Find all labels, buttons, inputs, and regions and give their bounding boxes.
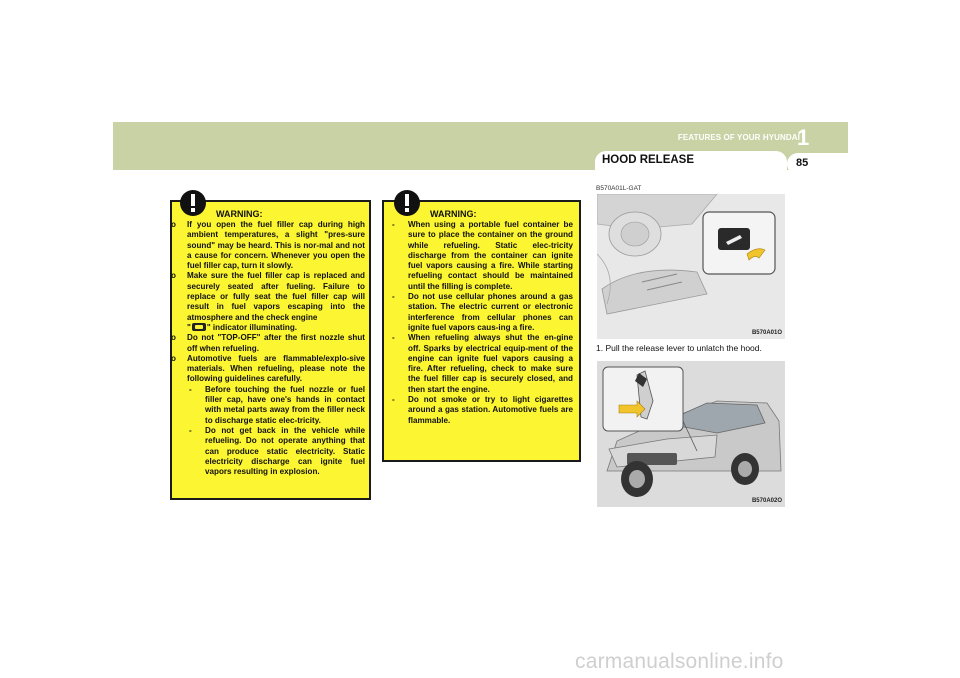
bullet: - [392, 333, 395, 343]
list-item-text: Do not "TOP-OFF" after the first nozzle shut off when refueling. [187, 333, 365, 353]
list-item-text: When using a portable fuel container be sure to place the container on the ground while refueling. Static elec-tricity discharge from the container can ignite fuel vapors causing a fire. While starting refueling contact should be maintained until the filling is complete. [408, 220, 573, 291]
bullet: o [171, 271, 176, 281]
warning-title: WARNING: [430, 209, 477, 219]
hood-release-lever-figure [597, 194, 785, 339]
page-number: 85 [796, 157, 809, 169]
bullet: o [171, 220, 176, 229]
figure-label: B570A02O [751, 498, 782, 504]
bullet: - [392, 292, 395, 302]
bullet: - [189, 425, 192, 435]
warning-list [392, 220, 573, 426]
warning-box-left [170, 200, 371, 500]
watermark: carmanualsonline.info [575, 650, 784, 673]
list-item [171, 220, 365, 271]
warning-box-right [382, 200, 581, 462]
sub-list-item [187, 426, 365, 477]
warning-title: WARNING: [216, 209, 263, 219]
list-item-text: Make sure the fuel filler cap is replaced and securely seated after fueling. Failure to replace or fully seat the fuel filler cap will result in fuel vapors escaping into the atmosphere and the check engine [187, 271, 365, 322]
list-item [392, 395, 573, 426]
list-item [392, 292, 573, 333]
chapter-number: 1 [797, 125, 810, 150]
bullet: o [171, 333, 176, 343]
vehicle-illustration [597, 361, 785, 507]
figure-label: B570A01O [751, 330, 782, 336]
indicator-prefix: " [187, 322, 191, 332]
list-item [171, 354, 365, 478]
list-item-text: When refueling always shut the en-gine off. Sparks by electrical equip-ment of the engine can ignite fuel vapors causing a fire. After refueling, check to make sure the fuel filler cap is securely closed, and then start the engine. [408, 333, 573, 394]
list-item-text: Do not use cellular phones around a gas station. The electric current or electronic interference from cellular phones can ignite fuel vapors caus-ing a fire. [408, 292, 573, 332]
indicator-suffix: " indicator illuminating. [206, 322, 298, 332]
figure-caption: 1. Pull the release lever to unlatch the hood. [596, 343, 762, 353]
bullet: - [392, 220, 395, 229]
bullet: - [392, 395, 395, 405]
bullet: o [171, 353, 176, 363]
list-item-text: Automotive fuels are flammable/explo-sive materials. When refueling, please note the following guidelines carefully. [187, 353, 365, 384]
list-item-text: If you open the fuel filler cap during high ambient temperatures, a slight "pres-sure sound" may be heard. This is nor-mal and not a cause for concern. Whenever you open the fuel filler cap, turn it slowly. [187, 220, 365, 271]
list-item [392, 333, 573, 395]
chapter-title: FEATURES OF YOUR HYUNDAI [677, 133, 800, 142]
list-item [171, 271, 365, 333]
check-engine-icon [192, 323, 206, 331]
dashboard-illustration [597, 194, 785, 339]
sub-list-item [187, 385, 365, 426]
bullet: - [189, 384, 192, 394]
list-item [171, 333, 365, 354]
exclamation-icon [180, 190, 206, 216]
vehicle-figure [597, 361, 785, 507]
list-item [392, 220, 573, 292]
sub-list [187, 385, 365, 478]
list-item-text: Do not smoke or try to light cigarettes around a gas station. Automotive fuels are flammable. [408, 395, 573, 425]
section-title: HOOD RELEASE [602, 154, 695, 166]
exclamation-icon [394, 190, 420, 216]
figure-code: B570A01L-GAT [596, 185, 642, 192]
sub-list-item-text: Before touching the fuel nozzle or fuel filler cap, have one's hands in contact with metal parts away from the filler neck to discharge static elec-tricity. [205, 384, 365, 425]
warning-list [171, 220, 365, 477]
sub-list-item-text: Do not get back in the vehicle while refueling. Do not operate anything that can produce static electricity. Static electricity discharge can ignite fuel vapors resulting in explosion. [205, 425, 365, 477]
